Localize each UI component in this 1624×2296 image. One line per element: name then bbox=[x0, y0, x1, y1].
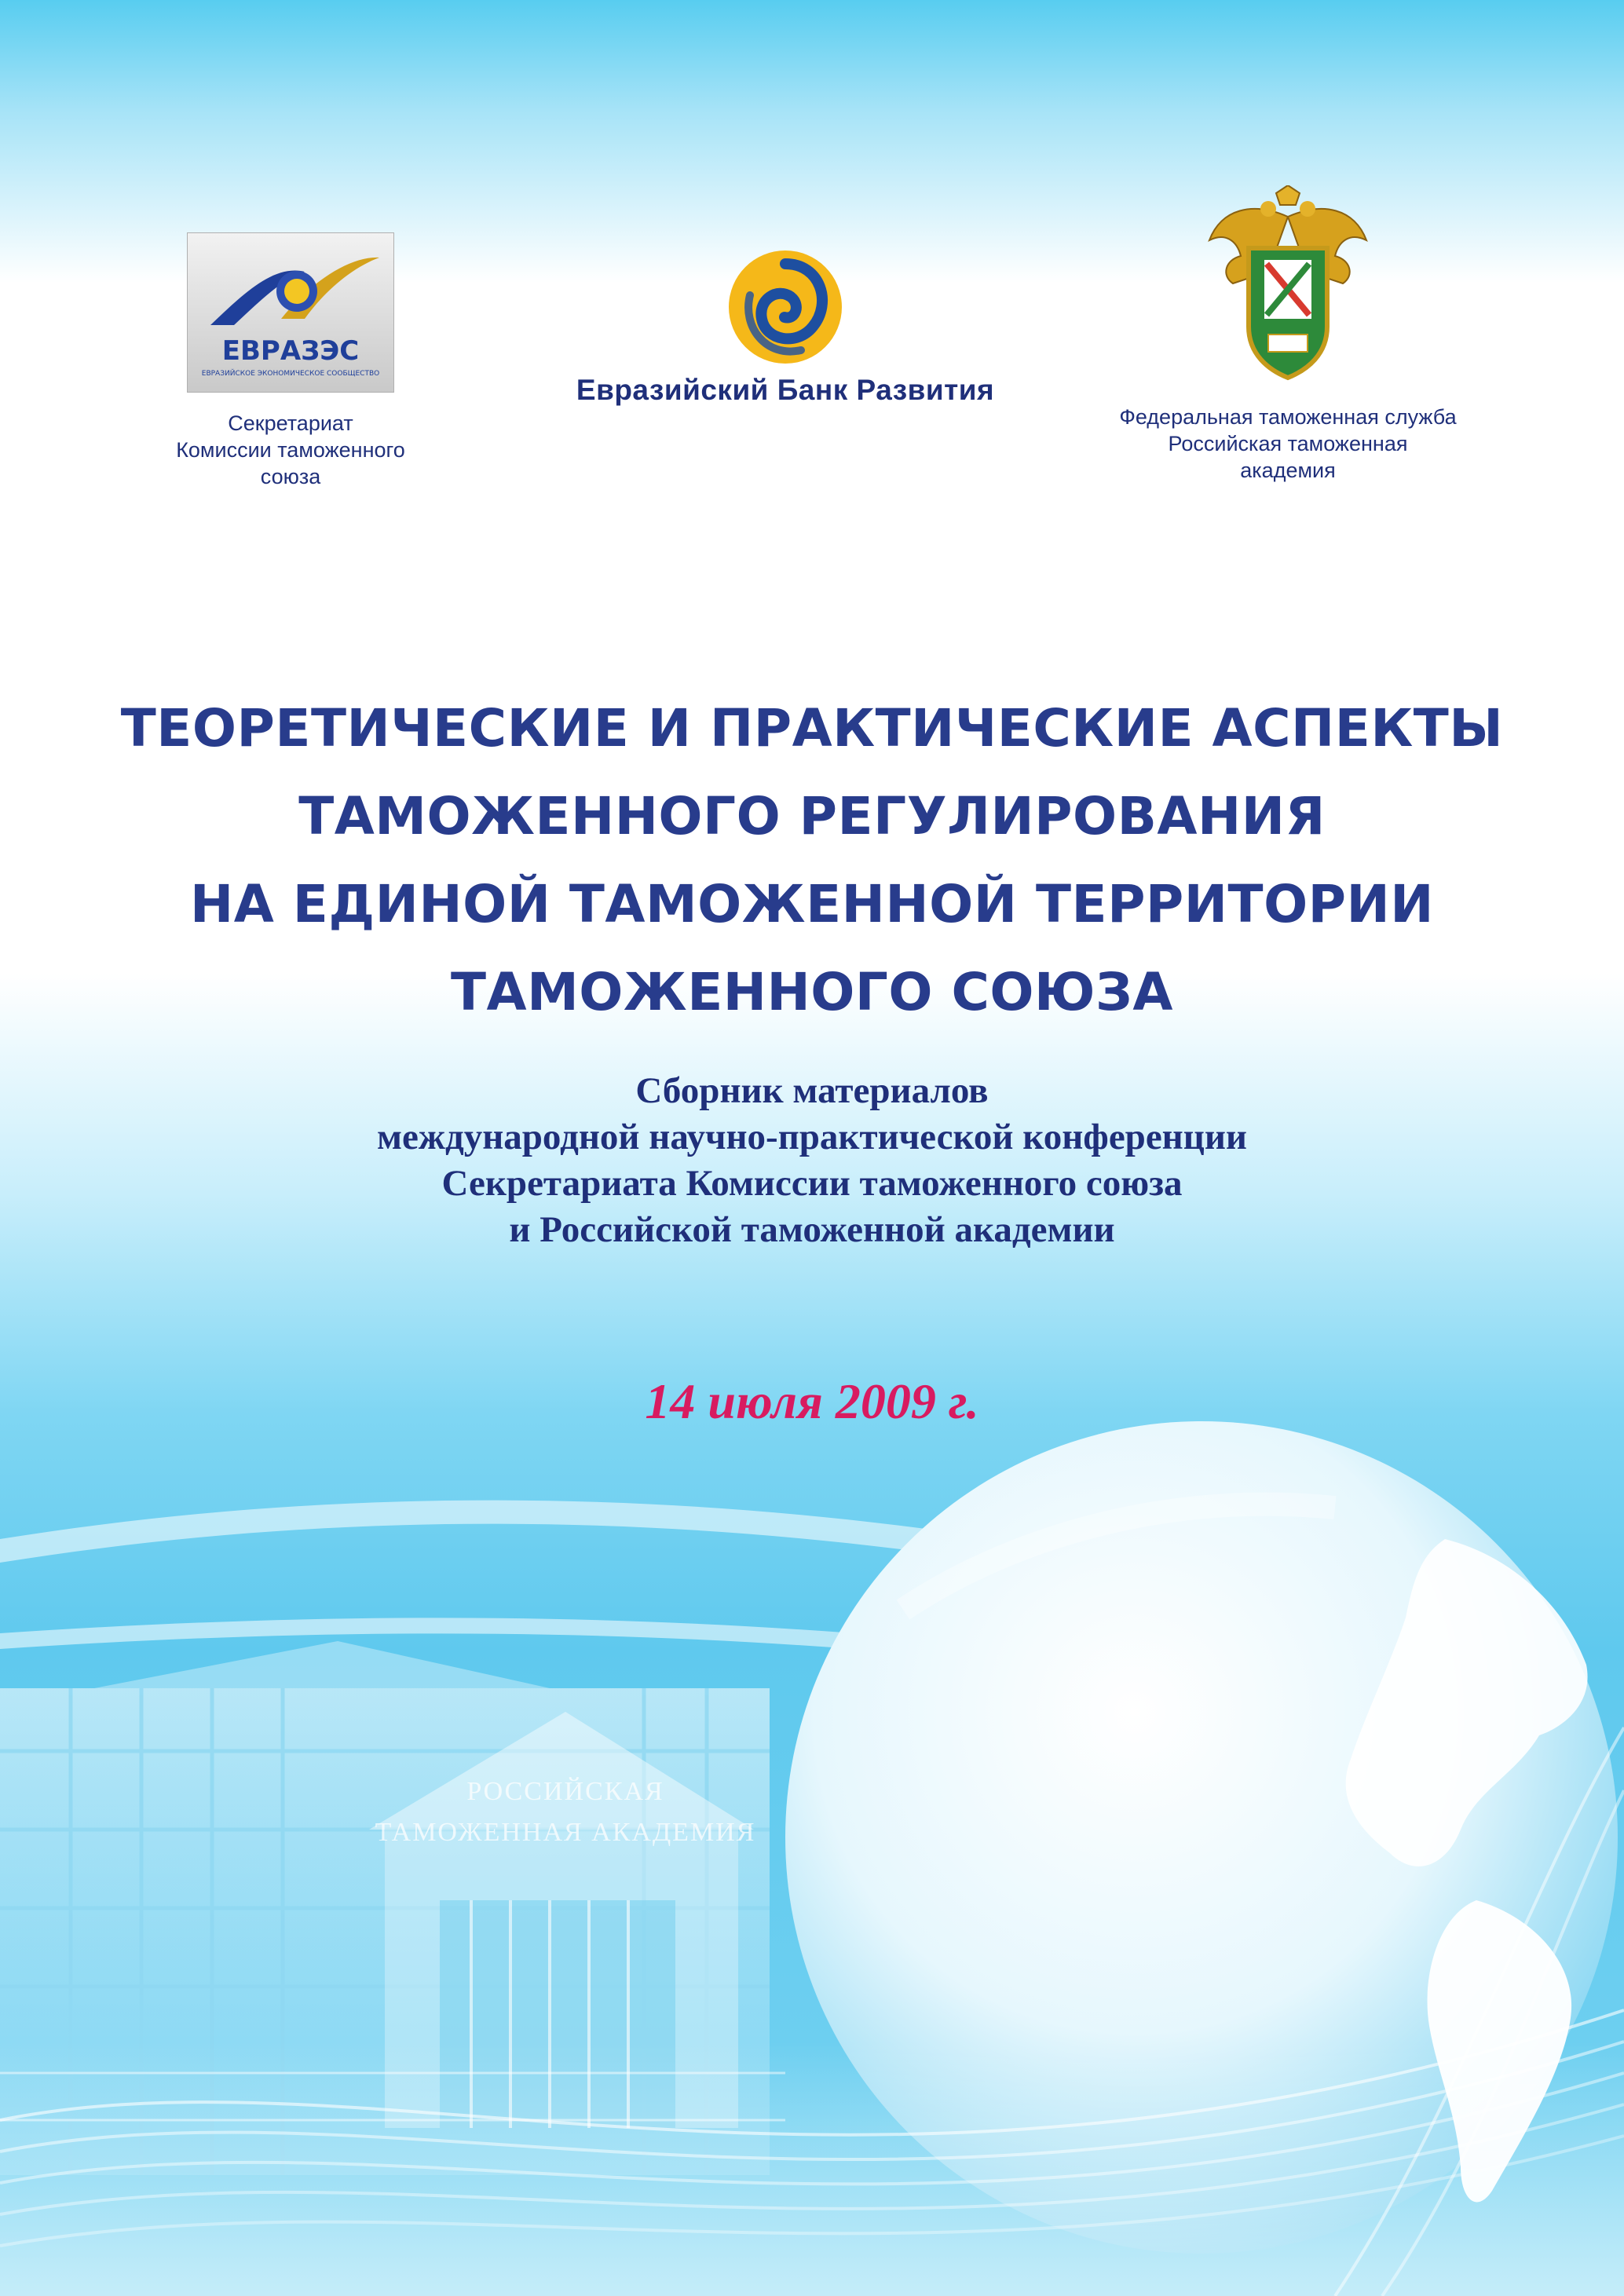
main-title bbox=[31, 685, 1593, 1036]
title-line: ТАМОЖЕННОГО РЕГУЛИРОВАНИЯ bbox=[298, 786, 1326, 846]
subtitle-line: Секретариата Комиссии таможенного союза bbox=[441, 1163, 1183, 1204]
building-sign-line1: РОССИЙСКАЯ bbox=[466, 1777, 664, 1806]
edb-logo-block bbox=[503, 248, 1068, 407]
title-line: НА ЕДИНОЙ ТАМОЖЕННОЙ ТЕРРИТОРИИ bbox=[189, 874, 1435, 934]
subtitle-line: международной научно-практической конференции bbox=[376, 1117, 1247, 1157]
edb-name: Евразийский Банк Развития bbox=[576, 374, 995, 406]
title-line: ТЕОРЕТИЧЕСКИЕ И ПРАКТИЧЕСКИЕ АСПЕКТЫ bbox=[120, 698, 1504, 759]
conference-date: 14 июля 2009 г. bbox=[645, 1373, 979, 1429]
title-line: ТАМОЖЕННОГО СОЮЗА bbox=[451, 962, 1173, 1022]
fts-caption: Федеральная таможенная служба Российская таможенная академия bbox=[1119, 405, 1457, 482]
eurasec-small-text: ЕВРАЗИЙСКОЕ ЭКОНОМИЧЕСКОЕ СООБЩЕСТВО bbox=[201, 370, 380, 378]
building-sign-line2: ТАМОЖЕННАЯ АКАДЕМИЯ bbox=[375, 1818, 756, 1847]
eurasec-abbr: ЕВРАЗЭС bbox=[221, 335, 360, 367]
eurasec-logo bbox=[187, 232, 394, 393]
subtitle bbox=[79, 1068, 1545, 1253]
fts-logo-block bbox=[1092, 185, 1484, 484]
subtitle-line: Сборник материалов bbox=[635, 1070, 989, 1111]
subtitle-line: и Российской таможенной академии bbox=[509, 1209, 1115, 1250]
eurasec-logo-block bbox=[149, 232, 432, 490]
eurasec-caption: Секретариат Комиссии таможенного союза bbox=[176, 411, 405, 488]
edb-swirl-icon bbox=[726, 248, 844, 366]
fts-emblem-icon bbox=[1205, 185, 1370, 389]
